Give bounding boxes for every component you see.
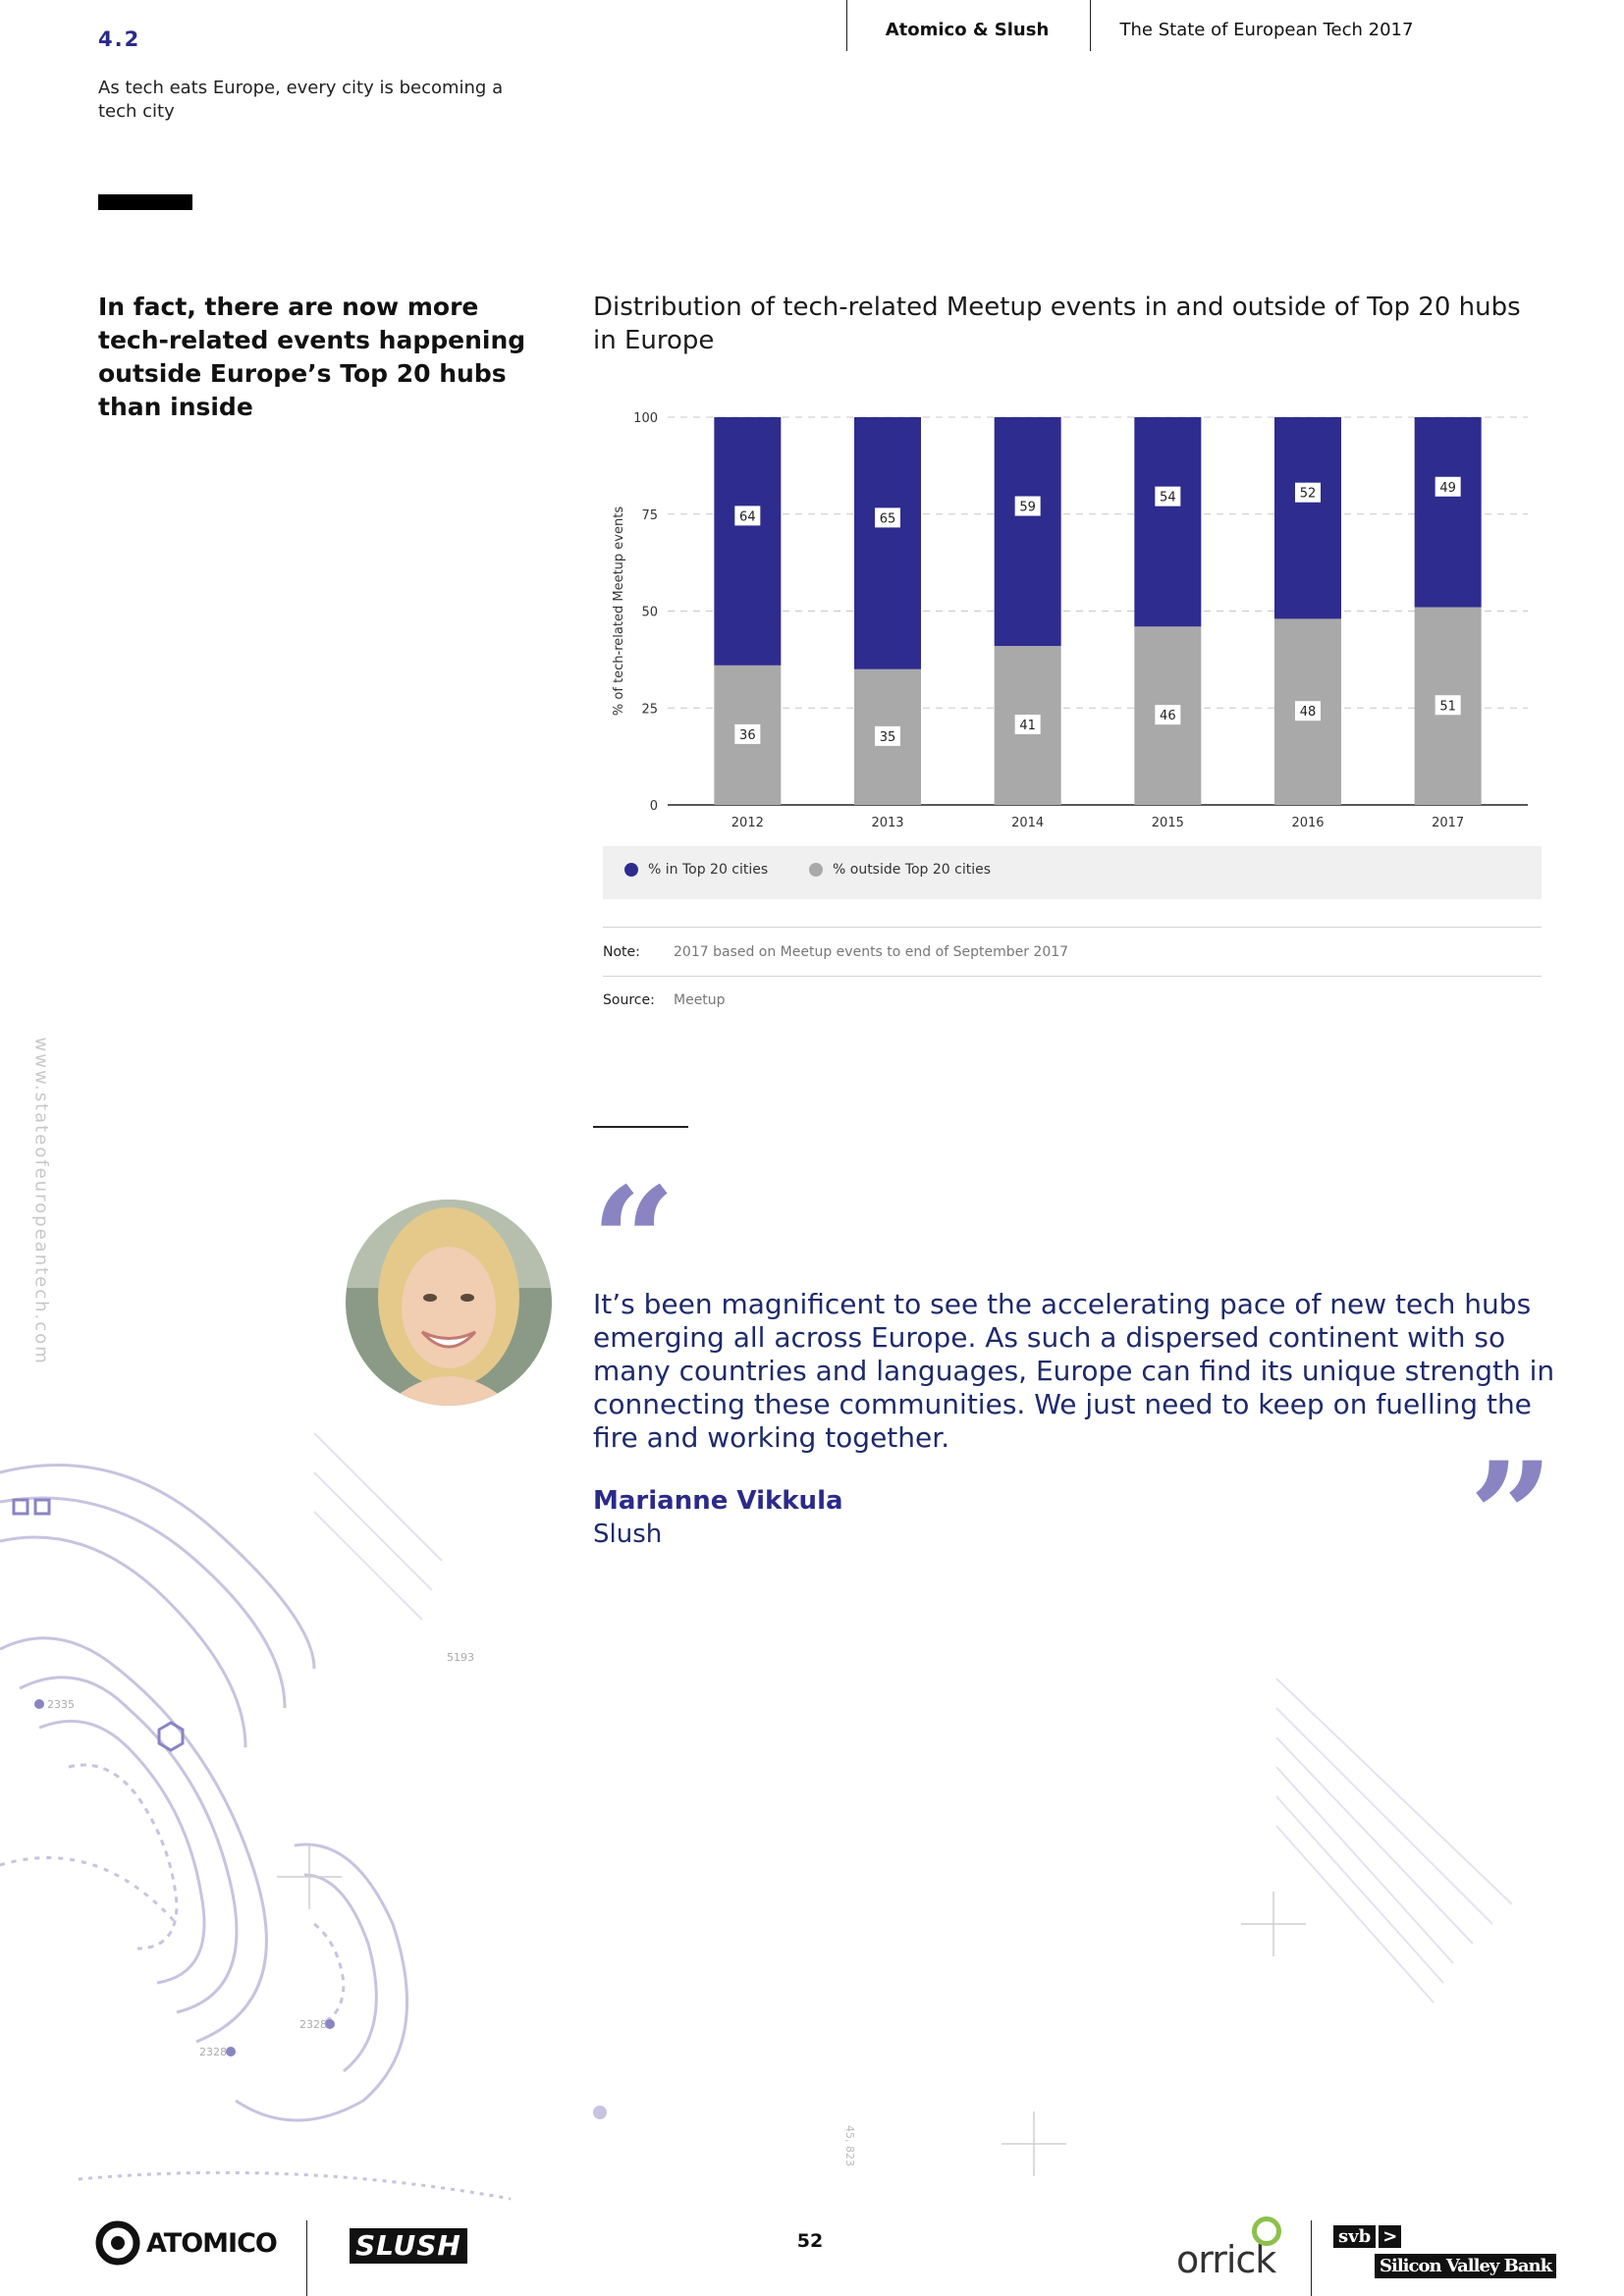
quote-organization: Slush [593,1520,663,1549]
y-tick-label: 100 [633,411,658,426]
x-tick-label: 2017 [1432,816,1465,830]
section-marker-bar [98,194,192,210]
legend-label-inside: % in Top 20 cities [648,862,769,878]
bar-segment [714,417,781,666]
note-label: Note: [603,944,640,960]
quote-text: It’s been magnificent to see the accelerating pace of new tech hubs emerging all across Europe. As such a dispersed continent with so many countries and languages, Europe can find its unique strength in connecting these communities. We just need to keep on fuelling the fire and working together. [593,1288,1555,1454]
orrick-logo[interactable]: orrick [1176,2238,1276,2281]
svb-arrow-icon: > [1379,2225,1401,2248]
legend-label-outside: % outside Top 20 cities [833,862,992,878]
note-divider [603,927,1542,928]
note-text: 2017 based on Meetup events to end of September 2017 [674,944,1069,960]
x-tick-label: 2016 [1291,816,1325,830]
data-label: 59 [1019,500,1036,515]
data-label: 35 [879,729,896,745]
header-partner: Atomico & Slush [885,20,1050,40]
stacked-bar-chart [593,393,1536,834]
y-tick-label: 75 [641,507,658,523]
svb-logo[interactable] [1333,2225,1556,2278]
section-subtitle: As tech eats Europe, every city is becoming a tech city [98,78,504,122]
contour-map-decoration [0,1414,1624,2218]
chart-title: Distribution of tech-related Meetup events in and outside of Top 20 hubs in Europe [593,293,1521,355]
slush-logo[interactable]: SLUSH [350,2228,467,2264]
footer-divider [1311,2220,1312,2296]
legend-item-inside [624,862,768,878]
x-tick-label: 2015 [1151,816,1184,830]
atomico-wordmark: ATOMICO [146,2227,277,2259]
atomico-icon [95,2220,140,2266]
header-report-title: The State of European Tech 2017 [1119,20,1414,40]
bar-segment [995,417,1061,646]
data-label: 36 [739,727,756,743]
data-label: 46 [1160,709,1176,724]
footer-divider [306,2220,307,2296]
decor-label: 2335 [47,1698,75,1711]
legend-item-outside [809,862,991,878]
atomico-logo[interactable] [95,2220,277,2266]
x-tick-label: 2013 [871,816,904,830]
bar-segment [1134,417,1201,626]
data-label: 52 [1299,486,1317,502]
quote-author: Marianne Vikkula [593,1486,843,1516]
data-label: 48 [1299,705,1317,721]
source-text: Meetup [674,992,726,1008]
y-axis-label: % of tech-related Meetup events [612,506,626,717]
side-url[interactable]: www.stateofeuropeantech.com [30,1037,52,1365]
bar-segment [1415,417,1482,608]
data-label: 49 [1439,480,1456,496]
section-number: 4.2 [98,27,141,51]
data-label: 64 [739,509,756,525]
y-tick-label: 50 [641,605,658,620]
orrick-ring-icon [1252,2216,1281,2246]
decor-label: 2328 [199,2046,227,2058]
decor-label: 2328 [299,2018,327,2031]
bar-segment [1274,417,1341,618]
source-divider [603,976,1542,977]
svb-name: Silicon Valley Bank [1375,2254,1556,2278]
x-tick-label: 2012 [731,816,764,830]
x-tick-label: 2014 [1011,816,1045,830]
data-label: 51 [1439,699,1456,715]
close-quote-icon: ” [1469,1430,1554,1603]
open-quote-icon: “ [591,1155,677,1328]
data-label: 54 [1160,490,1176,506]
y-tick-label: 0 [649,799,658,814]
data-label: 41 [1019,719,1036,734]
page-number: 52 [796,2230,824,2252]
page-headline: In fact, there are now more tech-related events happening outside Europe’s Top 20 hubs than inside [98,293,526,421]
bar-segment [854,417,921,669]
chart-legend [603,846,1542,899]
source-label: Source: [603,992,655,1008]
y-tick-label: 25 [641,702,658,718]
data-label: 65 [879,511,896,527]
legend-swatch-outside [809,863,823,877]
avatar [346,1200,552,1406]
decor-label: 5193 [447,1651,474,1664]
legend-swatch-inside [624,863,638,877]
svb-wordmark: svb [1333,2225,1376,2248]
quote-divider [593,1126,688,1128]
decor-label: 45, 823 [843,2125,856,2166]
